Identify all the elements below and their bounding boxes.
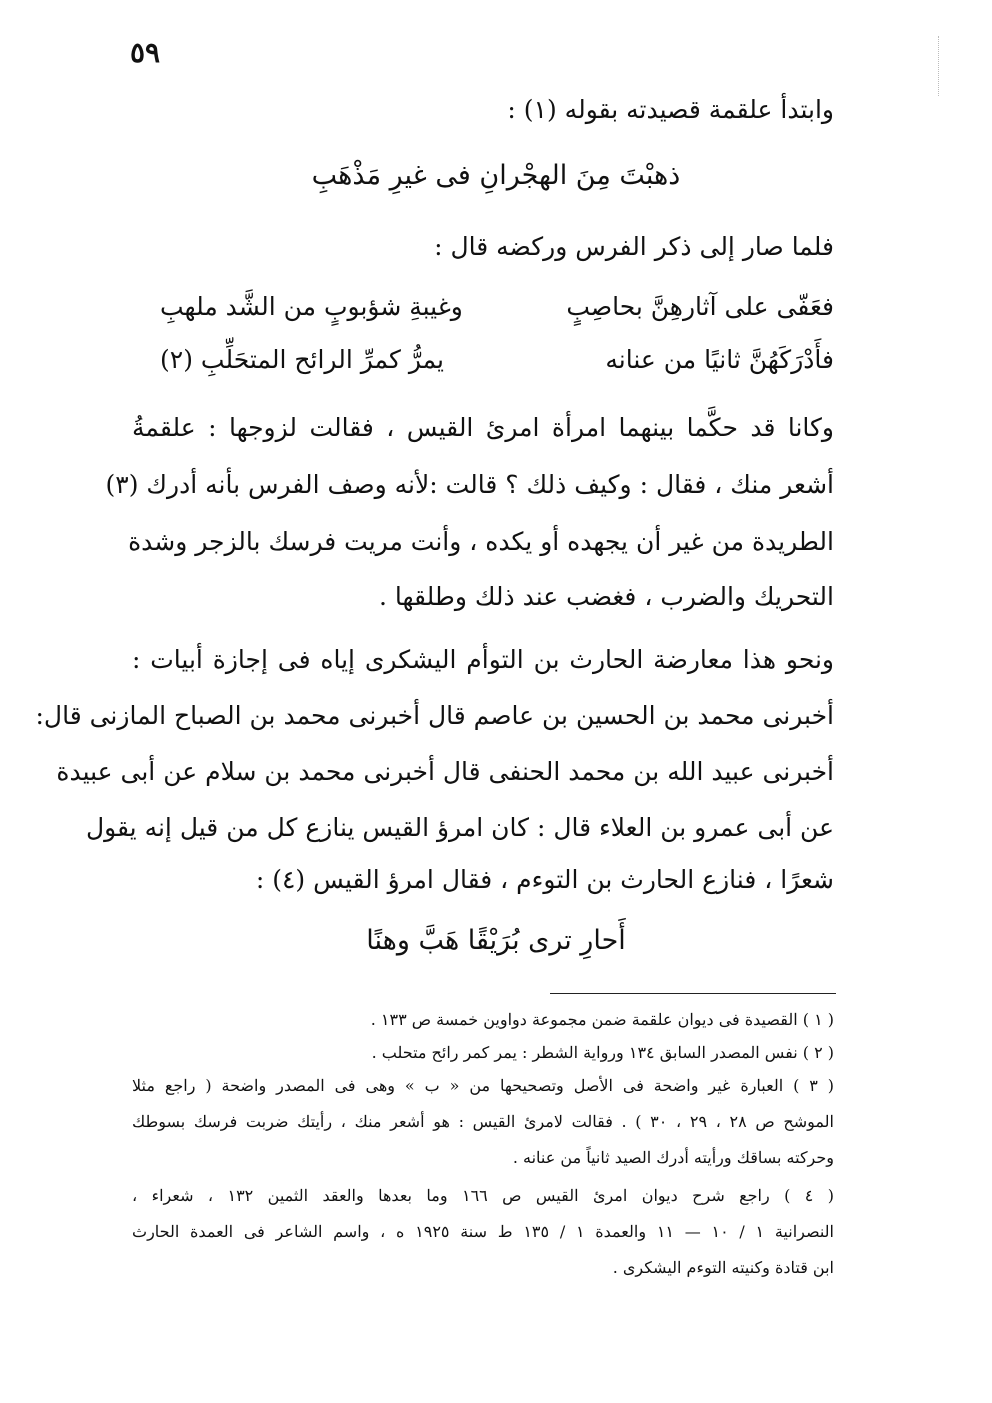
scan-margin-mark [938,36,947,96]
footnote-4-end: ابن قتادة وكنيته التوءم اليشكرى . [612,1258,834,1277]
verse-hemistich-right: فأَدْرَكَهُنَّ ثانيًا من عنانه [605,345,834,374]
verse-hemistich-right: فعَفّى على آثارهِنَّ بحاصِبٍ [566,292,834,321]
footnote-1: ( ١ ) القصيدة فى ديوان علقمة ضمن مجموعة دواوين خمسة ص ١٣٣ . [370,1010,834,1029]
body-line: ونحو هذا معارضة الحارث بن التوأم اليشكرى إياه فى إجازة أبيات : [132,645,834,674]
footnote-4-cont: النصرانية ١ / ١٠ — ١١ والعمدة ١ / ١٣٥ ط سنة ١٩٢٥ ه ، واسم الشاعر فى العمدة الحارث [132,1222,834,1241]
intro-line: وابتدأ علقمة قصيدته بقوله (١) : [507,95,834,124]
footnote-separator [550,993,836,994]
body-line: أشعر منك ، فقال : وكيف ذلك ؟ قالت :لأنه وصف الفرس بأنه أدرك (٣) [105,470,834,499]
verse-line-1: ذهبْتَ مِنَ الهجْرانِ فى غيرِ مَذْهَبِ [311,160,681,191]
body-line: عن أبى عمرو بن العلاء قال : كان امرؤ القيس ينازع كل من قيل إنه يقول [85,813,834,842]
footnote-3: ( ٣ ) العبارة غير واضحة فى الأصل وتصحيحها من « ب » وهى فى المصدر واضحة ( راجع مثلا [132,1076,835,1095]
page-number: ٥٩ [130,36,161,69]
body-line: أخبرنى محمد بن الحسين بن عاصم قال أخبرنى محمد بن الصباح المازنى قال: [35,701,834,730]
body-line: فلما صار إلى ذكر الفرس وركضه قال : [434,232,834,261]
footnote-3-end: وحركته بساقك ورأيته أدرك الصيد ثانياً من عنانه . [512,1148,834,1167]
body-line: التحريك والضرب ، فغضب عند ذلك وطلقها . [378,582,834,611]
footnote-2: ( ٢ ) نفس المصدر السابق ١٣٤ ورواية الشطر : يمر كمر رائح متحلب . [371,1043,834,1062]
verse-hemistich-left: وغيبةِ شؤبوبٍ من الشَّد ملهبِ [160,292,463,321]
body-line: شعرًا ، فنازع الحارث بن التوءم ، فقال امرؤ القيس (٤) : [255,865,834,894]
body-line: وكانا قد حكَّما بينهما امرأة امرئ القيس ، فقالت لزوجها : علقمةُ [132,413,834,442]
verse-hemistich-left: يمرُّ كمرِّ الرائح المتحَلِّبِ (٢) [160,345,445,374]
verse-line-2: أَحارِ ترى بُرَيْقًا هَبَّ وهنًا [366,925,626,956]
footnote-3-cont: الموشح ص ٢٨ ، ٢٩ ، ٣٠ ) . فقالت لامرئ القيس : هو أشعر منك ، رأيتك ضربت فرسك بسوطك [132,1112,834,1131]
body-line: الطريدة من غير أن يجهده أو يكده ، وأنت مريت فرسك بالزجر وشدة [128,527,834,556]
footnote-4: ( ٤ ) راجع شرح ديوان امرئ القيس ص ١٦٦ وما بعدها والعقد الثمين ١٣٢ ، شعراء ، [132,1186,835,1205]
body-line: أخبرنى عبيد الله بن محمد الحنفى قال أخبرنى محمد بن سلام عن أبى عبيدة [56,757,834,786]
